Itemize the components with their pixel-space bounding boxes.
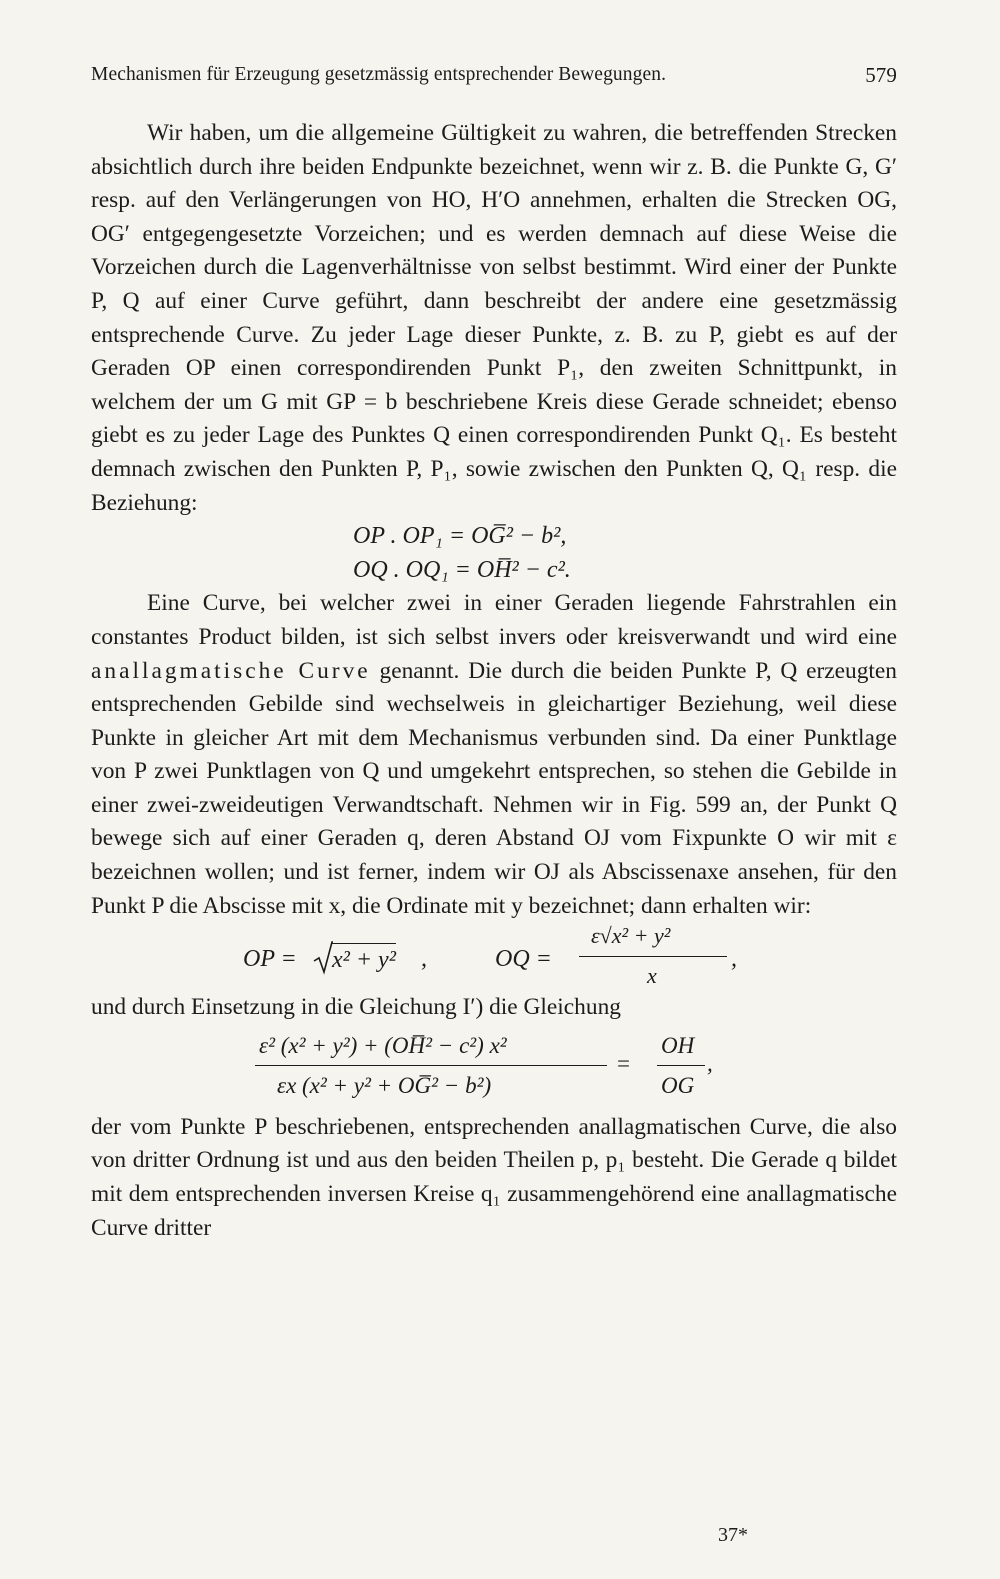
big-fraction-denominator: εx (x² + y² + OG̅² − b²) <box>277 1072 492 1098</box>
oq-fraction-line <box>579 956 727 957</box>
term-anallagmatic-curve: anallagmatische Curve <box>91 657 371 684</box>
sheet-signature: 37* <box>718 1524 748 1546</box>
oq-denominator: x <box>647 963 657 989</box>
equation-anallagmatic-curve <box>91 1025 897 1111</box>
paragraph-3: und durch Einsetzung in die Gleichung I′) die Gleichung <box>91 994 621 1021</box>
rhs-numerator: OH <box>661 1032 695 1058</box>
oq-lhs: OQ = <box>495 946 552 973</box>
op-comma: , <box>421 946 427 973</box>
equals-sign: = <box>617 1050 630 1076</box>
oq-comma: , <box>731 946 737 973</box>
page-number: 579 <box>865 63 897 87</box>
op-radicand: x² + y² <box>332 943 396 978</box>
big-fraction-line <box>255 1065 607 1066</box>
equation-op-product: OP . OP₁ = OG̅² − b², <box>353 523 567 550</box>
paragraph-2-text-b: genannt. Die durch die beiden Punkte P, Q erzeugten entsprechenden Gebilde sind wechselweis in gleichartiger Beziehung, weil diese Punkte in gleicher Art mit dem Mechanismus verbunden sind. Da einer Punktlage von P zwei Punktlagen von Q und umgekehrt entsprechen, so stehen die Gebilde in einer zwei-zweideutigen Verwandtschaft. Nehmen wir in Fig. 599 an, der Punkt Q bewege sich auf einer Geraden q, deren Abstand OJ vom Fixpunkte O wir mit ε bezeichnen wollen; und ist ferner, indem wir OJ als Abscissenaxe ansehen, für den Punkt P die Abscisse mit x, die Ordinate mit y bezeichnet; dann erhalten wir: <box>91 657 903 919</box>
paragraph-2-text-a: Eine Curve, bei welcher zwei in einer Geraden liegende Fahrstrahlen ein constantes Product bilden, ist sich selbst invers oder kreisverwandt und wird eine <box>91 590 903 650</box>
page-body <box>91 117 903 1245</box>
running-head-title: Mechanismen für Erzeugung gesetzmässig entsprechender Bewegungen. <box>91 64 667 85</box>
oq-numerator: ε√x² + y² <box>591 923 671 949</box>
paragraph-1: Wir haben, um die allgemeine Gültigkeit zu wahren, die betreffenden Strecken absichtlich durch ihre beiden Endpunkte bezeichnet, wenn wir z. B. die Punkte G, G′ resp. auf den Verlängerungen von HO, H′O annehmen, erhalten die Strecken OG, OG′ entgegengesetzte Vorzeichen; und es werden demnach auf diese Weise die Vorzeichen durch die Lagenverhältnisse von selbst bestimmt. Wird einer der Punkte P, Q auf einer Curve geführt, dann beschreibt der andere eine gesetzmässig entsprechende Curve. Zu jeder Lage dieser Punkte, z. B. zu P, giebt es auf der Geraden OP einen correspondirenden Punkt P₁, den zweiten Schnittpunkt, in welchem der um G mit GP = b beschriebene Kreis diese Gerade schneidet; ebenso giebt es zu jeder Lage des Punktes Q einen correspondirenden Punkt Q₁. Es besteht demnach zwischen den Punkten P, P₁, sowie zwischen den Punkten Q, Q₁ resp. die Beziehung: <box>91 120 897 516</box>
radical-sign-icon <box>313 939 333 975</box>
big-fraction-numerator: ε² (x² + y²) + (OH̅² − c²) x² <box>259 1032 507 1058</box>
op-lhs: OP = <box>243 946 297 973</box>
equation-op-oq <box>91 925 897 987</box>
rhs-fraction-line <box>657 1065 705 1066</box>
rhs-denominator: OG <box>661 1072 695 1098</box>
rhs-comma: , <box>707 1050 713 1076</box>
equation-oq-product: OQ . OQ₁ = OH̅² − c². <box>353 556 571 583</box>
paragraph-2 <box>91 587 903 923</box>
paragraph-4: der vom Punkte P beschriebenen, entsprechenden anallagmatischen Curve, die also von dritter Ordnung ist und aus den beiden Theilen p, p₁ besteht. Die Gerade q bildet mit dem entsprechenden inversen Kreise q₁ zusammengehörend eine anallagmatische Curve dritter <box>91 1113 897 1241</box>
